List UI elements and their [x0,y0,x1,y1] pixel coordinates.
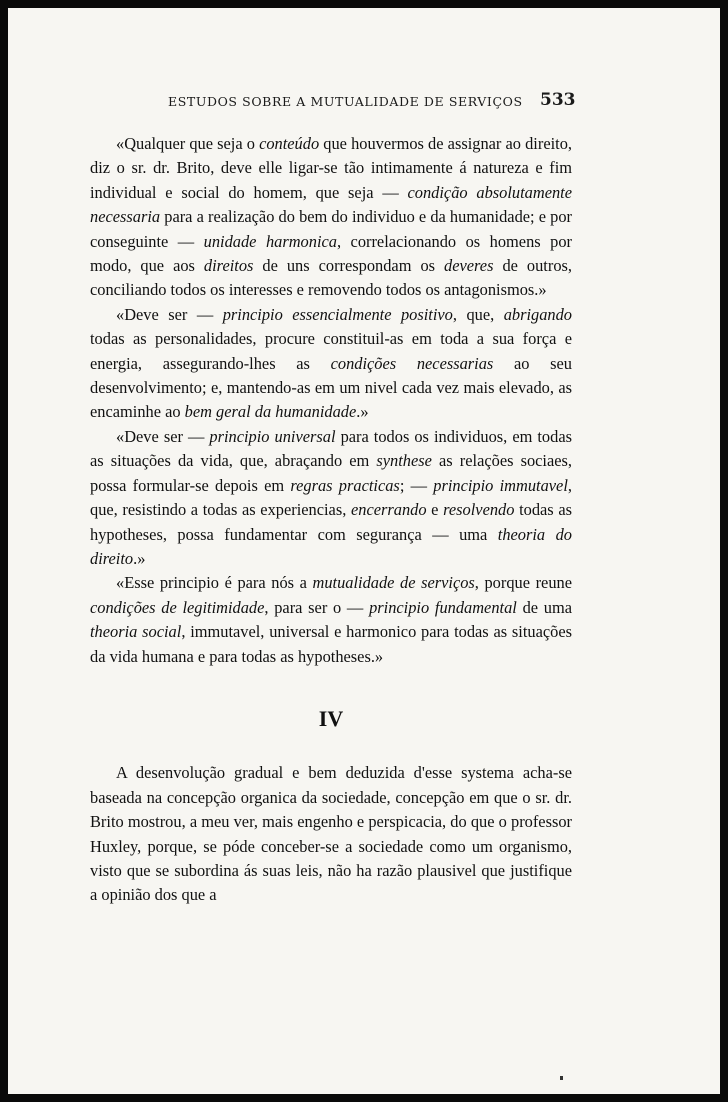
text-run: , que, resistindo a todas as experiencias, [90,475,572,520]
text-run: de outros, conciliando todos os interesses e removendo todos os antagonismos.» [90,256,572,300]
text-run: «Qualquer que seja o [116,134,260,153]
italic-text: bem geral da humanidade [184,402,357,422]
text-run: para a realização do bem do individuo e da humanidade; e por conseguinte — [90,207,572,251]
italic-text: direitos [203,256,254,276]
quote-paragraph [90,425,572,571]
text-run: para todos os individuos, em todas as situações da vida, que, abraçando em [90,426,572,471]
text-run: , immutavel, universal e harmonico para todas as situações da vida humana e para todas as hypotheses.» [90,622,572,666]
italic-text: principio essencialmente positivo [222,304,453,324]
text-run: de uma [516,597,572,617]
text-run: «Deve ser — [116,426,210,446]
italic-text: condições de legitimidade [90,597,265,617]
text-run: todas as hypotheses, possa fundamentar com segurança — uma [90,500,572,544]
text-run: de uns correspondam os [253,256,445,276]
italic-text: condições necessarias [330,353,494,373]
italic-text: resolvendo [443,500,515,520]
text-run: todas as personalidades, procure constituil-as em toda a sua força e energia, assegurando-lhes as [90,329,572,373]
text-run: as relações sociaes, possa formular-se depois em [90,451,573,495]
italic-text: synthese [376,451,432,471]
quote-paragraph [90,571,572,669]
body-text [90,132,572,908]
quote-paragraph [90,303,572,425]
text-run: .» [133,548,146,568]
italic-text: regras practicas [290,475,400,495]
text-run: ; — [399,475,434,495]
quoted-passage [90,132,572,669]
italic-text: condição absolutamente necessaria [90,182,572,227]
italic-text: mutualidade de serviços [312,573,475,593]
text-run: , para ser o — [264,597,370,617]
text-run: .» [356,402,369,422]
running-title: ESTUDOS SOBRE A MUTUALIDADE DE SERVIÇOS [168,94,523,109]
text-run: «Esse principio é para nós a [116,573,313,593]
quote-paragraph [90,132,572,303]
italic-text: conteúdo [259,134,320,153]
italic-text: principio immutavel [433,475,568,495]
section-number: IV [318,705,344,731]
text-run: que houvermos de assignar ao direito, diz o sr. dr. Brito, deve elle ligar-se tão intimamente á natureza e fim individual e social do homem, que seja — [90,134,572,202]
text-run: , correlacionando os homens por modo, que aos [90,231,572,276]
text-run: «Deve ser — [116,304,223,324]
book-page [8,8,720,1094]
page-number: 533 [540,90,576,110]
italic-text: encerrando [350,500,427,520]
italic-text: theoria do direito [90,524,572,568]
ink-speck [560,1076,563,1080]
italic-text: deveres [444,256,494,276]
italic-text: principio fundamental [369,597,517,617]
section-paragraph: A desenvolução gradual e bem deduzida d'esse systema acha-se baseada na concepção organica da sociedade, concepção em que o sr. dr. Brito mostrou, a meu ver, mais engenho e perspicacia, do que o professor Huxley, porque, se póde conceber-se a sociedade como um organismo, visto que se subordina ás suas leis, não ha razão plausivel que justifique a opinião dos que a [90,763,572,905]
italic-text: theoria social [90,622,182,642]
italic-text: unidade harmonica [203,231,337,251]
text-run: , porque reune [474,573,572,593]
text-run: ao seu desenvolvimento; e, mantendo-as em um nivel cada vez mais elevado, as encaminhe ao [90,353,572,422]
italic-text: abrigando [503,304,572,324]
text-run: , que, [452,304,504,324]
section-iv [90,707,572,908]
text-run: e [426,500,444,520]
italic-text: principio universal [209,426,336,446]
